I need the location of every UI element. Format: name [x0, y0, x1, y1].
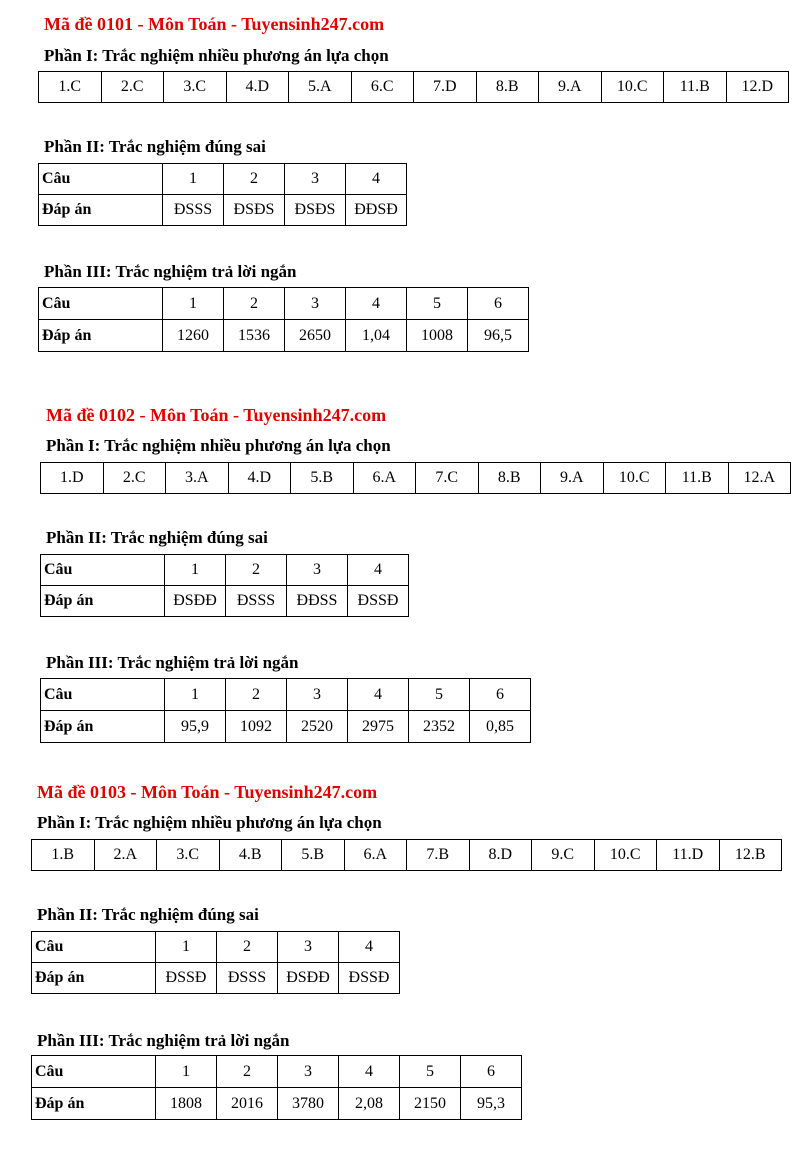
question-cell: 1 [165, 555, 226, 586]
part3-heading: Phần III: Trắc nghiệm trả lời ngắn [46, 653, 299, 672]
answer-cell: 0,85 [470, 711, 531, 743]
table-row [41, 555, 409, 586]
answer-cell: 5.B [291, 463, 354, 494]
part3-table [31, 1055, 522, 1120]
answer-cell: 1260 [163, 320, 224, 352]
table-row [32, 840, 782, 871]
answer-cell: 4.D [228, 463, 291, 494]
question-cell: 1 [156, 932, 217, 963]
answer-cell: 95,9 [165, 711, 226, 743]
part3-table [38, 287, 529, 352]
answer-cell: 12.D [726, 72, 789, 103]
table-row [41, 711, 531, 743]
answer-cell: 6.A [353, 463, 416, 494]
exam-title: Mã đề 0102 - Môn Toán - Tuyensinh247.com [46, 405, 387, 425]
answer-cell: ĐSSĐ [348, 586, 409, 617]
answer-cell: 5.A [289, 72, 352, 103]
table-row [41, 586, 409, 617]
question-cell: 1 [163, 164, 224, 195]
answer-cell: ĐĐSS [287, 586, 348, 617]
part3-heading: Phần III: Trắc nghiệm trả lời ngắn [44, 262, 297, 281]
answer-cell: 7.C [416, 463, 479, 494]
question-cell: 4 [346, 288, 407, 320]
part3-heading: Phần III: Trắc nghiệm trả lời ngắn [37, 1031, 290, 1050]
answer-cell: ĐSSS [217, 963, 278, 994]
question-cell: 4 [348, 555, 409, 586]
answer-cell: 2,08 [339, 1088, 400, 1120]
answer-cell: 3.C [157, 840, 220, 871]
exam-title: Mã đề 0101 - Môn Toán - Tuyensinh247.com [44, 14, 385, 34]
answer-cell: 9.A [539, 72, 602, 103]
answer-cell: 3.A [166, 463, 229, 494]
answer-cell: 2650 [285, 320, 346, 352]
answer-cell: 10.C [601, 72, 664, 103]
part2-heading: Phần II: Trắc nghiệm đúng sai [37, 905, 259, 924]
answer-cell: 8.B [478, 463, 541, 494]
question-cell: 4 [346, 164, 407, 195]
question-cell: 3 [285, 288, 346, 320]
part2-table [38, 163, 407, 226]
table-row [32, 932, 400, 963]
row-label: Đáp án [41, 711, 165, 743]
table-row [39, 320, 529, 352]
question-cell: 5 [400, 1056, 461, 1088]
answer-cell: 2.C [103, 463, 166, 494]
answer-cell: 95,3 [461, 1088, 522, 1120]
question-cell: 5 [409, 679, 470, 711]
table-row [39, 72, 789, 103]
part1-heading: Phần I: Trắc nghiệm nhiều phương án lựa chọn [46, 436, 391, 455]
table-row [41, 679, 531, 711]
answer-cell: ĐSSS [163, 195, 224, 226]
answer-cell: ĐSĐĐ [165, 586, 226, 617]
answer-cell: 7.D [414, 72, 477, 103]
question-cell: 2 [224, 164, 285, 195]
question-cell: 6 [461, 1056, 522, 1088]
row-label: Đáp án [32, 963, 156, 994]
question-cell: 3 [287, 555, 348, 586]
row-label: Đáp án [39, 195, 163, 226]
row-label: Câu [39, 288, 163, 320]
answer-cell: 6.A [344, 840, 407, 871]
part1-table [38, 71, 789, 103]
question-cell: 1 [156, 1056, 217, 1088]
answer-cell: 10.C [603, 463, 666, 494]
row-label: Câu [32, 1056, 156, 1088]
answer-cell: 1008 [407, 320, 468, 352]
answer-cell: 3.C [164, 72, 227, 103]
answer-cell: 11.B [664, 72, 727, 103]
question-cell: 6 [468, 288, 529, 320]
answer-cell: 2150 [400, 1088, 461, 1120]
part2-table [31, 931, 400, 994]
question-cell: 4 [339, 1056, 400, 1088]
answer-cell: 3780 [278, 1088, 339, 1120]
answer-cell: 7.B [407, 840, 470, 871]
answer-cell: 4.B [219, 840, 282, 871]
answer-cell: ĐSSS [226, 586, 287, 617]
answer-cell: 1,04 [346, 320, 407, 352]
answer-cell: 6.C [351, 72, 414, 103]
question-cell: 3 [278, 1056, 339, 1088]
answer-cell: ĐĐSĐ [346, 195, 407, 226]
part2-table [40, 554, 409, 617]
answer-cell: 12.A [728, 463, 791, 494]
part1-table [31, 839, 782, 871]
answer-cell: 8.B [476, 72, 539, 103]
answer-cell: 11.B [666, 463, 729, 494]
answer-cell: 2016 [217, 1088, 278, 1120]
question-cell: 2 [217, 1056, 278, 1088]
answer-cell: 1536 [224, 320, 285, 352]
question-cell: 2 [217, 932, 278, 963]
part2-heading: Phần II: Trắc nghiệm đúng sai [46, 528, 268, 547]
table-row [32, 1088, 522, 1120]
answer-cell: 2.A [94, 840, 157, 871]
question-cell: 3 [285, 164, 346, 195]
question-cell: 3 [287, 679, 348, 711]
answer-cell: 1.D [41, 463, 104, 494]
part3-table [40, 678, 531, 743]
answer-cell: 10.C [594, 840, 657, 871]
table-row [39, 195, 407, 226]
question-cell: 1 [165, 679, 226, 711]
answer-cell: 4.D [226, 72, 289, 103]
part2-heading: Phần II: Trắc nghiệm đúng sai [44, 137, 266, 156]
answer-cell: 8.D [469, 840, 532, 871]
answer-cell: ĐSĐĐ [278, 963, 339, 994]
row-label: Câu [32, 932, 156, 963]
answer-cell: 1808 [156, 1088, 217, 1120]
row-label: Câu [39, 164, 163, 195]
row-label: Câu [41, 679, 165, 711]
answer-cell: 12.B [719, 840, 782, 871]
question-cell: 6 [470, 679, 531, 711]
row-label: Câu [41, 555, 165, 586]
answer-cell: ĐSĐS [285, 195, 346, 226]
question-cell: 3 [278, 932, 339, 963]
answer-cell: 9.A [541, 463, 604, 494]
answer-cell: ĐSSĐ [339, 963, 400, 994]
row-label: Đáp án [41, 586, 165, 617]
answer-cell: 11.D [657, 840, 720, 871]
part1-table [40, 462, 791, 494]
question-cell: 4 [339, 932, 400, 963]
question-cell: 2 [226, 555, 287, 586]
table-row [32, 963, 400, 994]
question-cell: 2 [224, 288, 285, 320]
table-row [41, 463, 791, 494]
answer-cell: 96,5 [468, 320, 529, 352]
answer-cell: ĐSSĐ [156, 963, 217, 994]
table-row [39, 164, 407, 195]
answer-cell: 2975 [348, 711, 409, 743]
row-label: Đáp án [32, 1088, 156, 1120]
question-cell: 2 [226, 679, 287, 711]
answer-cell: 1.C [39, 72, 102, 103]
table-row [39, 288, 529, 320]
answer-cell: 9.C [532, 840, 595, 871]
table-row [32, 1056, 522, 1088]
question-cell: 4 [348, 679, 409, 711]
row-label: Đáp án [39, 320, 163, 352]
answer-cell: 5.B [282, 840, 345, 871]
answer-cell: 2.C [101, 72, 164, 103]
exam-title: Mã đề 0103 - Môn Toán - Tuyensinh247.com [37, 782, 378, 802]
question-cell: 1 [163, 288, 224, 320]
answer-cell: 1092 [226, 711, 287, 743]
answer-cell: ĐSĐS [224, 195, 285, 226]
answer-cell: 2352 [409, 711, 470, 743]
answer-cell: 1.B [32, 840, 95, 871]
part1-heading: Phần I: Trắc nghiệm nhiều phương án lựa chọn [44, 46, 389, 65]
answer-cell: 2520 [287, 711, 348, 743]
part1-heading: Phần I: Trắc nghiệm nhiều phương án lựa chọn [37, 813, 382, 832]
question-cell: 5 [407, 288, 468, 320]
